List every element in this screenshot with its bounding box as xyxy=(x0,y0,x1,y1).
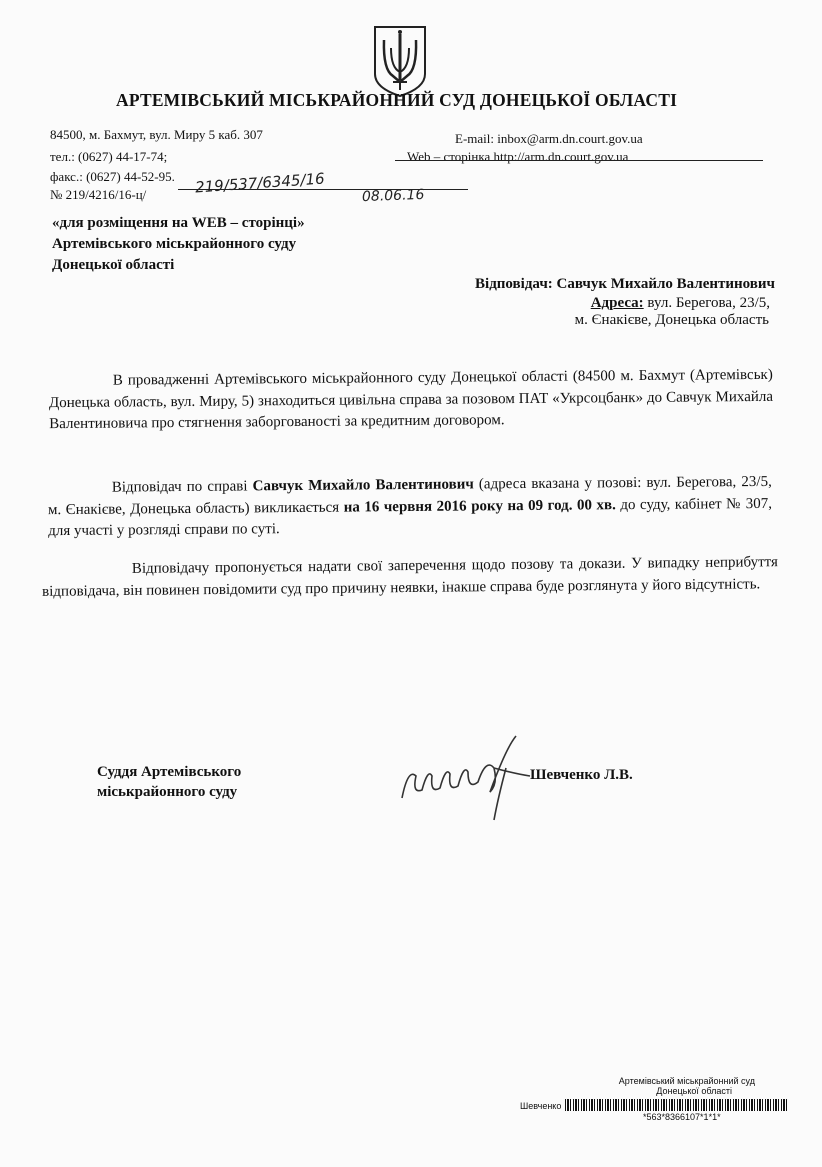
judge-title xyxy=(97,762,241,802)
paragraph-objections: Відповідачу пропонується надати свої заперечення щодо позову та докази. У випадку неприбуття відповідача, він повинен повідомити суд про причину неявки, інакше справа буде розглянута у його відсутність. xyxy=(42,554,778,600)
summons-text: (адреса вказана у позові: вул. Берегова, 23/5, м. Єнакієве, Донецька область) викликається xyxy=(47,473,772,518)
paragraph-proceedings: В провадженні Артемівського міськрайонного суду Донецької області (84500 м. Бахмут (Артемівськ) Донецька область, вул. Миру, 5) знаходиться цивільна справа за позовом ПАТ «Укрсоцбанк» до Савчук Михайла Валентиновича про стягнення заборгованості за кредитним договором. xyxy=(48,366,774,433)
court-title: АРТЕМІВСЬКИЙ МІСЬКРАЙОННИЙ СУД ДОНЕЦЬКОЇ ОБЛАСТІ xyxy=(116,90,678,110)
stamp-court: Артемівський міськрайонний суд xyxy=(618,1076,755,1086)
recipient-line: «для розміщення на WEB – сторінці» xyxy=(52,215,305,231)
summons-date: на 16 червня 2016 року на 09 год. 00 хв. xyxy=(343,496,616,516)
court-address: 84500, м. Бахмут, вул. Миру 5 каб. 307 xyxy=(50,127,263,142)
court-phone: тел.: (0627) 44-17-74; xyxy=(50,149,168,164)
judge-name: Шевченко Л.В. xyxy=(530,767,633,783)
recipient-line: Донецької області xyxy=(52,257,175,273)
handwritten-signature xyxy=(398,728,538,828)
summons-defendant-name: Савчук Михайло Валентинович xyxy=(252,476,474,495)
barcode-prefix: Шевченко xyxy=(520,1101,562,1111)
address-street: вул. Берегова, 23/5, xyxy=(647,295,770,311)
handwritten-date: 08.06.16 xyxy=(361,186,425,206)
coat-of-arms-icon xyxy=(371,24,429,98)
court-email: E-mail: inbox@arm.dn.court.gov.ua xyxy=(455,131,643,146)
court-website: Web – сторінка http://arm.dn.court.gov.ua xyxy=(407,149,629,164)
defendant-label: Відповідач: xyxy=(475,276,553,292)
address-city: м. Єнакієве, Донецька область xyxy=(574,312,769,328)
registration-stamp xyxy=(520,1076,805,1122)
handwritten-registration: 219/537/6345/16 xyxy=(194,169,326,197)
defendant-line xyxy=(475,276,775,293)
summons-text: до суду, кабінет № 307, для участі у розгляді справи по суті. xyxy=(48,495,773,540)
barcode-code: *563*8366107*1*1* xyxy=(643,1112,721,1122)
stamp-region: Донецької області xyxy=(656,1086,732,1096)
header-divider xyxy=(395,160,763,161)
court-fax: факс.: (0627) 44-52-95. xyxy=(50,169,175,184)
judge-title-line: міськрайонного суду xyxy=(97,784,238,800)
registration-number: № 219/4216/16-ц/ xyxy=(50,187,147,202)
paragraph-summons xyxy=(48,472,773,543)
address-label: Адреса: xyxy=(590,295,644,311)
recipient-line: Артемівського міськрайонного суду xyxy=(52,236,297,252)
barcode-icon xyxy=(565,1099,787,1111)
recipient-block xyxy=(52,213,305,276)
judge-title-line: Суддя Артемівського xyxy=(97,764,242,780)
summons-text: Відповідач по справі xyxy=(111,478,253,496)
defendant-address-line xyxy=(591,295,770,312)
defendant-name: Савчук Михайло Валентинович xyxy=(556,276,775,292)
